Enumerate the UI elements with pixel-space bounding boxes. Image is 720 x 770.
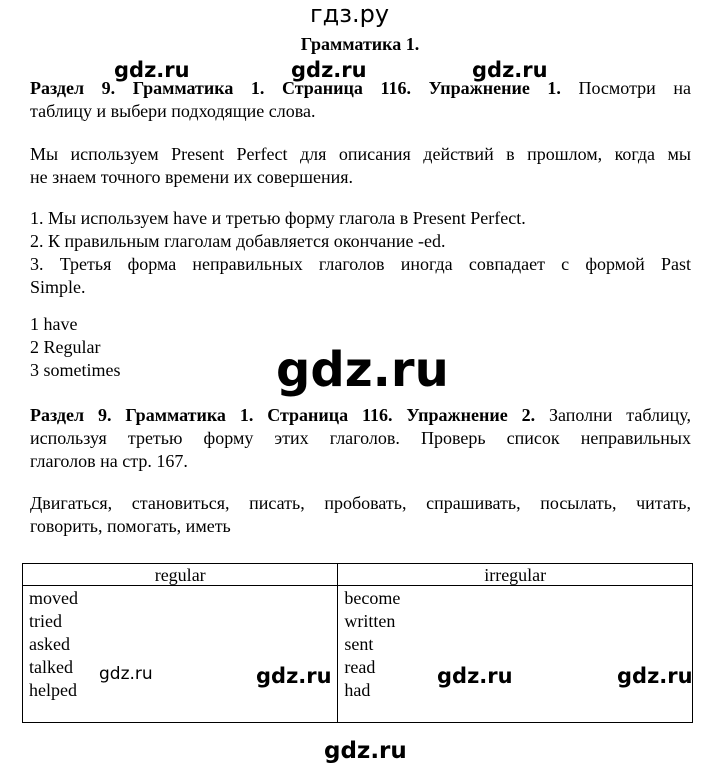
rule-line: не знаем точного времени их совершения. [30,167,354,187]
exercise-2-task-text: Заполни таблицу, [535,405,691,425]
watermark: gdz.ru [291,58,367,82]
exercise-2-task-text: используя третью форму этих глаголов. Проверь список неправильных [30,428,691,448]
answer: 2 Regular [30,337,101,357]
regular-verbs-cell [23,586,338,723]
watermark: gdz.ru [617,664,693,688]
column-header-irregular: irregular [338,564,693,586]
irregular-verbs-cell [338,586,693,723]
page-title: Грамматика 1. [300,34,420,54]
exercise-1-sentences [30,207,691,299]
exercise-1-answers [30,313,691,382]
regular-verb: tried [29,611,62,631]
watermark: gdz.ru [472,58,548,82]
exercise-2-heading: Раздел 9. Грамматика 1. Страница 116. Упражнение 2. [30,405,536,425]
exercise-2-verb-list [30,492,691,538]
sentence: 3. Третья форма неправильных глаголов иногда совпадает с формой Past [30,254,691,274]
sentence: 2. К правильным глаголам добавляется окончание -ed. [30,231,446,251]
column-header-regular: regular [23,564,338,586]
exercise-1-heading: Раздел 9. Грамматика 1. Страница 116. Упражнение 1. [30,78,561,98]
verb-forms-table [22,563,693,723]
irregular-verb: written [344,611,396,631]
sentence: 1. Мы используем have и третью форму глагола в Present Perfect. [30,208,526,228]
watermark: gdz.ru [114,58,190,82]
regular-verb: moved [29,588,78,608]
verb-list-line: говорить, помогать, иметь [30,516,231,536]
regular-verb: asked [29,634,70,654]
regular-verb: helped [29,680,77,700]
watermark-large: gdz.ru [276,342,449,398]
watermark: gdz.ru [99,664,153,684]
site-watermark-top: гдз.ру [310,0,390,28]
exercise-1-task-text: таблицу и выбери подходящие слова. [30,101,316,121]
rule-line: Мы используем Present Perfect для описания действий в прошлом, когда мы [30,144,691,164]
exercise-1-task [30,77,691,123]
exercise-1-rule [30,143,691,189]
exercise-1-task-text: Посмотри на [560,78,691,98]
irregular-verb: sent [344,634,374,654]
watermark-bottom: gdz.ru [324,738,407,764]
irregular-verb: read [344,657,376,677]
watermark: gdz.ru [256,664,332,688]
exercise-2-task [30,404,691,473]
watermark: gdz.ru [437,664,513,688]
sentence: Simple. [30,277,86,297]
answer: 1 have [30,314,78,334]
irregular-verb: had [344,680,371,700]
exercise-2-task-text: глаголов на стр. 167. [30,451,188,471]
verb-list-line: Двигаться, становиться, писать, пробовать, спрашивать, посылать, читать, [30,493,691,513]
irregular-verb: become [344,588,401,608]
regular-verb: talked [29,657,73,677]
answer: 3 sometimes [30,360,121,380]
